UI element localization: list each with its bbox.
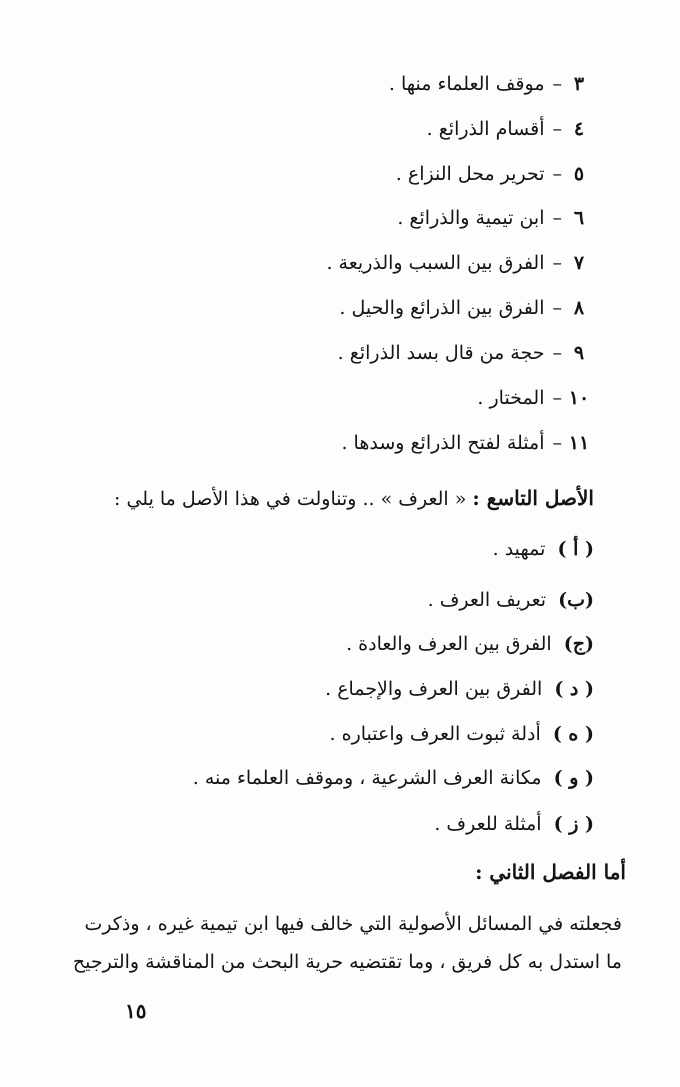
section-description: « العرف » .. وتناولت في هذا الأصل ما يلي : bbox=[114, 488, 467, 510]
item-number: ٧ bbox=[573, 252, 585, 274]
item-text: ابن تيمية والذرائع . bbox=[397, 207, 545, 229]
item-number: ٨ bbox=[573, 297, 585, 319]
item-text: أمثلة لفتح الذرائع وسدها . bbox=[341, 432, 545, 454]
dash: – bbox=[552, 432, 562, 454]
list-item bbox=[493, 537, 594, 561]
item-text: أدلة ثبوت العرف واعتباره . bbox=[329, 723, 541, 745]
dash: – bbox=[552, 118, 562, 140]
list-item bbox=[346, 632, 594, 656]
item-text: تعريف العرف . bbox=[427, 589, 547, 611]
list-item bbox=[427, 117, 590, 141]
item-letter: ( و ) bbox=[553, 767, 594, 789]
item-text: تحرير محل النزاع . bbox=[395, 163, 545, 185]
item-letter: (ج) bbox=[563, 633, 594, 655]
section-title: الأصل التاسع : bbox=[472, 486, 594, 510]
item-text: أقسام الذرائع . bbox=[426, 118, 545, 140]
item-letter: ( أ ) bbox=[557, 538, 594, 560]
item-letter: ( ه ) bbox=[552, 723, 594, 745]
item-number: ١١ bbox=[568, 432, 590, 454]
dash: – bbox=[552, 297, 562, 319]
item-text: الفرق بين الذرائع والحيل . bbox=[339, 297, 545, 319]
item-letter: (ب) bbox=[558, 589, 594, 611]
item-text: حجة من قال بسد الذرائع . bbox=[337, 342, 545, 364]
item-number: ١٠ bbox=[568, 387, 590, 409]
list-item bbox=[477, 386, 590, 410]
list-item bbox=[434, 812, 594, 836]
item-number: ٥ bbox=[573, 163, 585, 185]
list-item bbox=[326, 251, 590, 275]
list-item bbox=[338, 341, 590, 365]
item-number: ٤ bbox=[573, 118, 585, 140]
list-item bbox=[341, 431, 590, 455]
list-item bbox=[339, 296, 590, 320]
item-text: المختار . bbox=[477, 387, 545, 409]
list-item bbox=[193, 766, 594, 790]
paragraph-line: فجعلته في المسائل الأصولية التي خالف فيها ابن تيمية غيره ، وذكرت bbox=[84, 913, 622, 935]
chapter-heading: أما الفصل الثاني : bbox=[475, 860, 626, 884]
item-number: ٩ bbox=[573, 342, 585, 364]
section-heading bbox=[114, 486, 594, 511]
item-text: أمثلة للعرف . bbox=[434, 813, 542, 835]
list-item bbox=[325, 677, 594, 701]
item-text: الفرق بين العرف والعادة . bbox=[346, 633, 552, 655]
item-text: تمهيد . bbox=[492, 538, 546, 560]
list-item bbox=[428, 588, 594, 612]
item-text: الفرق بين السبب والذريعة . bbox=[326, 252, 545, 274]
item-number: ٦ bbox=[573, 207, 585, 229]
list-item bbox=[396, 162, 590, 186]
dash: – bbox=[552, 163, 562, 185]
dash: – bbox=[552, 73, 562, 95]
list-item bbox=[330, 722, 594, 746]
item-text: موقف العلماء منها . bbox=[388, 73, 545, 95]
page-number: ١٥ bbox=[125, 999, 147, 1023]
item-text: مكانة العرف الشرعية ، وموقف العلماء منه . bbox=[192, 767, 542, 789]
dash: – bbox=[552, 342, 562, 364]
item-letter: ( ز ) bbox=[553, 813, 594, 835]
list-item bbox=[389, 72, 590, 96]
dash: – bbox=[552, 252, 562, 274]
dash: – bbox=[552, 387, 562, 409]
dash: – bbox=[552, 207, 562, 229]
item-text: الفرق بين العرف والإجماع . bbox=[325, 678, 543, 700]
paragraph-line: ما استدل به كل فريق ، وما تقتضيه حرية البحث من المناقشة والترجيح bbox=[72, 951, 622, 973]
item-number: ٣ bbox=[573, 73, 585, 95]
list-item bbox=[397, 206, 590, 230]
item-letter: ( د ) bbox=[554, 678, 594, 700]
